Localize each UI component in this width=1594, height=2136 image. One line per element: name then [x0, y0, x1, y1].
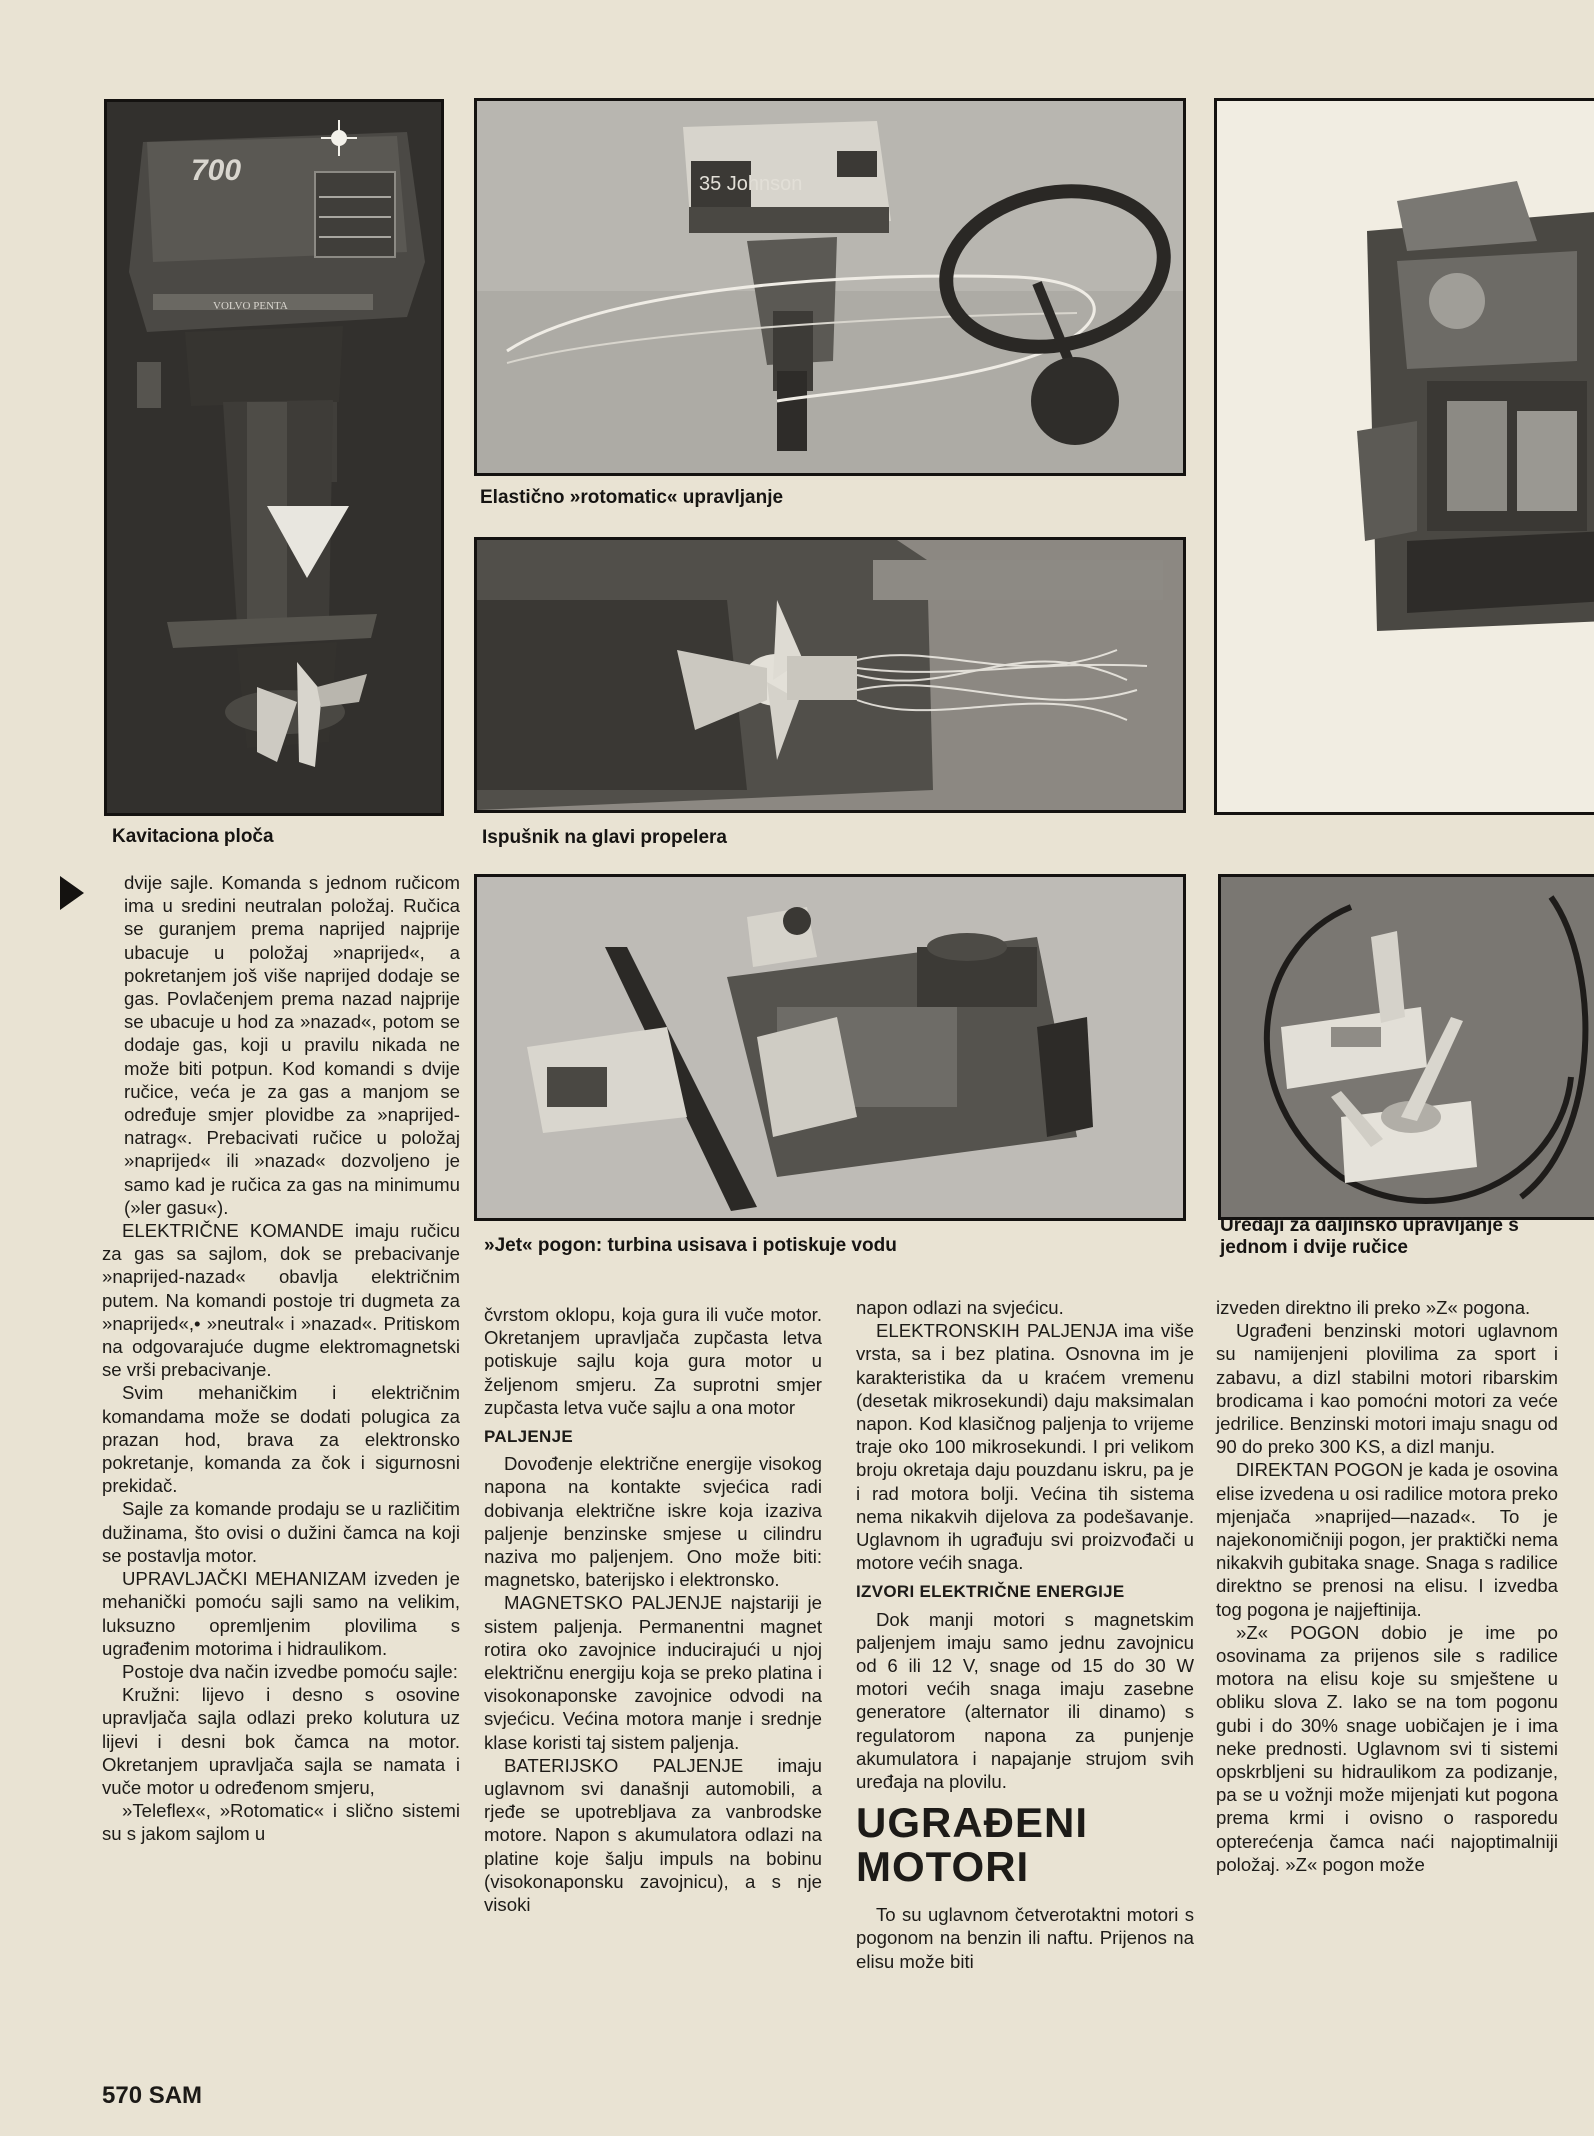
badge-volvo-penta: VOLVO PENTA: [213, 300, 288, 312]
col1-para-3: Svim mehaničkim i električnim komandama može se dodati polugica za prazan hod, brava za elektronsko pokretanje, komanda za čok i sigurnosni prekidač.: [102, 1382, 460, 1497]
caption-rotomatic: Elastično »rotomatic« upravljanje: [480, 487, 784, 508]
col1-para-1: dvije sajle. Komanda s jednom ručicom ima u sredini neutralan položaj. Ručica se guranjem prema naprijed najprije ubacuje u položaj »naprijed«, a pokretanjem još više naprijed dodaje se gas. Povlačenjem prema nazad najprije se ubacuje u hod za »nazad«, potom se dodaje gas, koji u pravilu nikada ne može biti potpun. Kod komandi s dvije ručice, veća je za gas a manjom se određuje smjer plovidbe za »naprijed-natrag«. Prebacivati ručice u položaj »naprijed« ili »nazad« dozvoljeno je samo kad je ručica za gas na minimumu (»ler gasu«).: [124, 872, 460, 1218]
col1-para-4: Sajle za komande prodaju se u različitim dužinama, što ovisi o dužini čamca na koji se postavlja motor.: [102, 1498, 460, 1566]
photo-jet-drive: [474, 874, 1186, 1221]
col1-para-8: »Teleflex«, »Rotomatic« i slično sistemi su s jakom sajlom u: [102, 1800, 460, 1845]
section-title-line-2: MOTORI: [856, 1843, 1030, 1891]
caption-uredjaji: Uređaji za daljinsko upravljanje s jednom i dvije ručice: [1220, 1215, 1519, 1258]
photo-rotomatic: [474, 98, 1186, 476]
photo-exhaust-propeller: [474, 537, 1186, 813]
column-3: [856, 1296, 1194, 1973]
col2-para-4: BATERIJSKO PALJENJE imaju uglavnom svi današnji automobili, a rjeđe se upotrebljava za vanbrodske motore. Napon s akumulatora odlazi na platine koje šalju impuls na bobinu (visokonaponsku zavojnicu), a s nje visoki: [484, 1754, 822, 1916]
photo-outboard-volvo: [104, 99, 444, 816]
column-4: [1216, 1296, 1558, 1876]
photo-engine-cutaway: [1214, 98, 1594, 815]
col4-para-4: »Z« POGON dobio je ime po osovinama za prijenos sile s radilice motora na elisu koje su smještene u obliku slova Z. Iako se na tom pogonu gubi i do 30% snage uobičajen je i ima neke prednosti. Uglavnom svi ti sistemi opskrbljeni su hidraulikom za podizanje, pa se u vožnji može mijenjati kut pogona prema krmi i ovisno o rasporedu opterećenja čamca naći najoptimalniji položaj. »Z« pogon može: [1216, 1621, 1558, 1875]
col3-heading-izvori: IZVORI ELEKTRIČNE ENERGIJE: [856, 1582, 1125, 1602]
badge-700: 700: [191, 154, 242, 187]
caption-kavitaciona: Kavitaciona ploča: [112, 826, 274, 847]
page-footer: 570 SAM: [102, 2082, 203, 2109]
col3-para-2: ELEKTRONSKIH PALJENJA ima više vrsta, sa i bez platina. Osnovna im je karakteristika da u kraćem vremenu (desetak mikrosekundi) daju maksimalan napon. Kod klasičnog paljenja to vrijeme traje oko 100 mikrosekundi. I pri velikom broju okretaja daju pouzdanu iskru, pa je i rad motora bolji. Većina tih sistema nema nikakvih dijelova za podešavanje. Uglavnom ih ugrađuju svi proizvođači u motore većih snaga.: [856, 1320, 1194, 1574]
col2-para-3: MAGNETSKO PALJENJE najstariji je sistem paljenja. Permanentni magnet rotira oko zavojnice inducirajući u njoj električnu energiju koja se preko platina i visokonaponske zavojnice odvodi na svjećicu. Većina motora manje i srednje klase koristi taj sistem paljenja.: [484, 1592, 822, 1753]
section-title-ugradeni: [856, 1801, 1194, 1889]
column-1: [102, 871, 460, 1846]
col1-para-6: Postoje dva način izvedbe pomoću sajle:: [122, 1660, 458, 1682]
caption-ispusnik: Ispušnik na glavi propelera: [482, 827, 727, 848]
col3-para-1: napon odlazi na svjećicu.: [856, 1297, 1064, 1318]
badge-johnson: 35 Johnson: [699, 173, 803, 195]
section-title-line-1: UGRAĐENI: [856, 1799, 1089, 1847]
col2-para-1: čvrstom oklopu, koja gura ili vuče motor. Okretanjem upravljača zupčasta letva potiskuje sajlu koja gura motor u željenom smjeru. Za suprotni smjer zupčasta letva vuče sajlu a ona motor: [484, 1304, 822, 1418]
col1-para-7: Kružni: lijevo i desno s osovine upravljača sajla odlazi preko kolutura uz lijevi i desni bok čamca na motor. Okretanjem upravljača sajla se namata i vuče motor u određenom smjeru,: [102, 1684, 460, 1798]
col4-para-1: izveden direktno ili preko »Z« pogona.: [1216, 1297, 1531, 1318]
col1-para-5: UPRAVLJAČKI MEHANIZAM izveden je mehanički pomoću sajli samo na velikim, luksuzno opremljenim plovilima s ugrađenim motorima i hidraulikom.: [102, 1568, 460, 1659]
col2-heading-paljenje: PALJENJE: [484, 1427, 574, 1447]
col1-para-2: ELEKTRIČNE KOMANDE imaju ručicu za gas sa sajlom, dok se prebacivanje »naprijed-nazad« obavlja električnim putem. Na komandi postoje tri dugmeta za »naprijed«,• »neutral« i »nazad«. Pritiskom na odgovarajuće dugme elektromagnetski se vrši prebacivanje.: [102, 1220, 460, 1381]
col4-para-2: Ugrađeni benzinski motori uglavnom su namijenjeni plovilima za sport i zabavu, a dizl stabilni motori ribarskim brodicama i kao pomoćni motori za veće jedrilice. Benzinski motori imaju snagu od 90 do preko 300 KS, a dizl manju.: [1216, 1320, 1558, 1458]
caption-jet: »Jet« pogon: turbina usisava i potiskuje vodu: [484, 1235, 897, 1256]
col2-para-2: Dovođenje električne energije visokog napona na kontakte svjećica radi dobivanja električne iskre koja izaziva paljenje benzinske smjese u cilindru naziva mo paljenjem. Ono može biti: magnetsko, baterijsko i elektronsko.: [484, 1453, 822, 1591]
continuation-arrow: [60, 876, 84, 910]
col4-para-3: DIREKTAN POGON je kada je osovina elise izvedena u osi radilice motora preko mjenjača »naprijed—nazad«. To je najekonomičniji pogon, jer praktički nema nikakvih gubitaka snage. Snaga s radilice direktno se prenosi na elisu. I izvedba tog pogona je najjeftinija.: [1216, 1459, 1558, 1620]
col3-para-3: Dok manji motori s magnetskim paljenjem imaju samo jednu zavojnicu od 6 ili 12 V, snage od 15 do 30 W motori većih snaga imaju zasebne generatore (alternator ili dinamo) s regulatorom napona za punjenje akumulatora i napajanje strujom svih uređaja na plovilu.: [856, 1608, 1194, 1793]
col3-para-4: To su uglavnom četverotaktni motori s pogonom na benzin ili naftu. Prijenos na elisu može biti: [856, 1904, 1194, 1972]
column-2: [484, 1303, 822, 1916]
photo-remote-controls: [1218, 874, 1594, 1220]
